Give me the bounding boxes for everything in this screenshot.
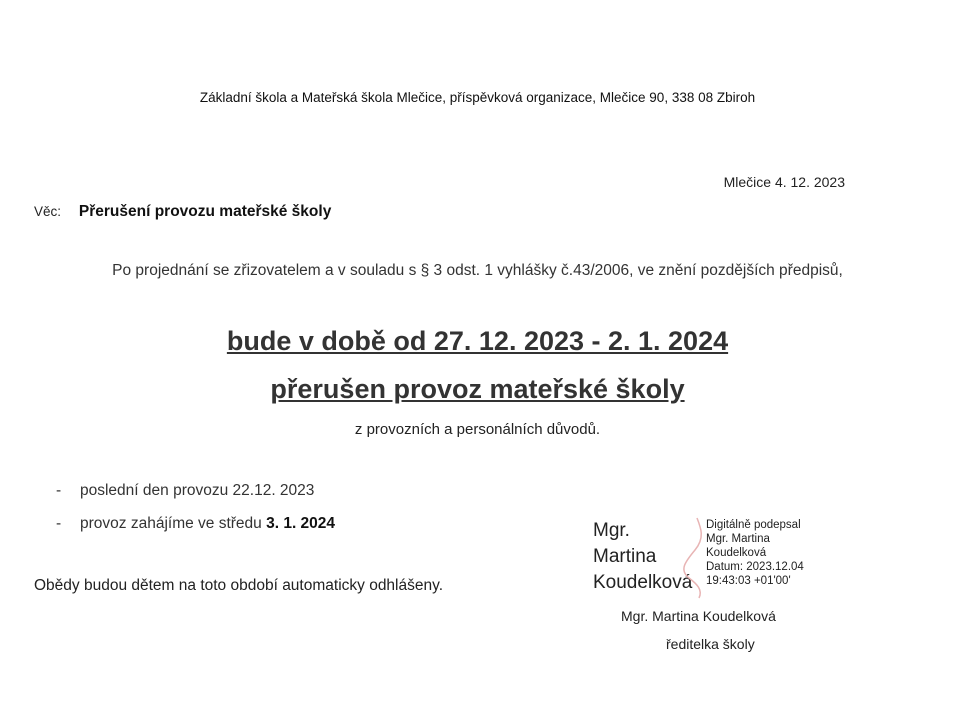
- lunch-note: Obědy budou dětem na toto období automaticky odhlášeny.: [34, 577, 444, 594]
- signatory-name: Mgr. Martina Koudelková: [621, 608, 776, 624]
- closure-reason: z provozních a personálních důvodů.: [354, 421, 601, 438]
- signature-info-line: Mgr. Martina: [706, 533, 770, 545]
- signature-info-line: Koudelková: [706, 547, 767, 559]
- headline-dates: bude v době od 27. 12. 2023 - 2. 1. 2024: [226, 326, 729, 356]
- signature-info-line: Datum: 2023.12.04: [706, 561, 804, 573]
- bullet-reopen-date: 3. 1. 2024: [266, 515, 336, 532]
- school-header: Základní škola a Mateřská škola Mlečice, příspěvková organizace, Mlečice 90, 338 08 Zbiroh: [199, 90, 756, 105]
- bullet-dash: -: [56, 515, 62, 532]
- subject-line: [34, 203, 331, 221]
- signature-name-line: Mgr.: [593, 520, 630, 541]
- bullet-reopen: [56, 515, 335, 533]
- document-date: Mlečice 4. 12. 2023: [723, 174, 845, 190]
- signatory-role: ředitelka školy: [666, 636, 755, 652]
- bullet-last-day-text: poslední den provozu 22.12. 2023: [80, 482, 315, 499]
- digital-signature-info: [706, 518, 846, 588]
- intro-paragraph: Po projednání se zřizovatelem a v souladu s § 3 odst. 1 vyhlášky č.43/2006, ve znění pozdějších předpisů,: [112, 262, 843, 279]
- subject-label: Věc:: [34, 204, 62, 219]
- bullet-reopen-text: provoz zahájíme ve středu: [80, 515, 267, 532]
- signature-info-line: Digitálně podepsal: [706, 519, 801, 531]
- signature-info-line: 19:43:03 +01'00': [706, 575, 791, 587]
- signature-name-line: Martina: [593, 546, 657, 567]
- signature-name-line: Koudelková: [593, 572, 693, 593]
- subject-value: Přerušení provozu mateřské školy: [78, 203, 332, 220]
- bullet-dash: -: [56, 482, 62, 499]
- headline-closure: přerušen provoz mateřské školy: [270, 374, 685, 404]
- bullet-last-day: [56, 482, 314, 500]
